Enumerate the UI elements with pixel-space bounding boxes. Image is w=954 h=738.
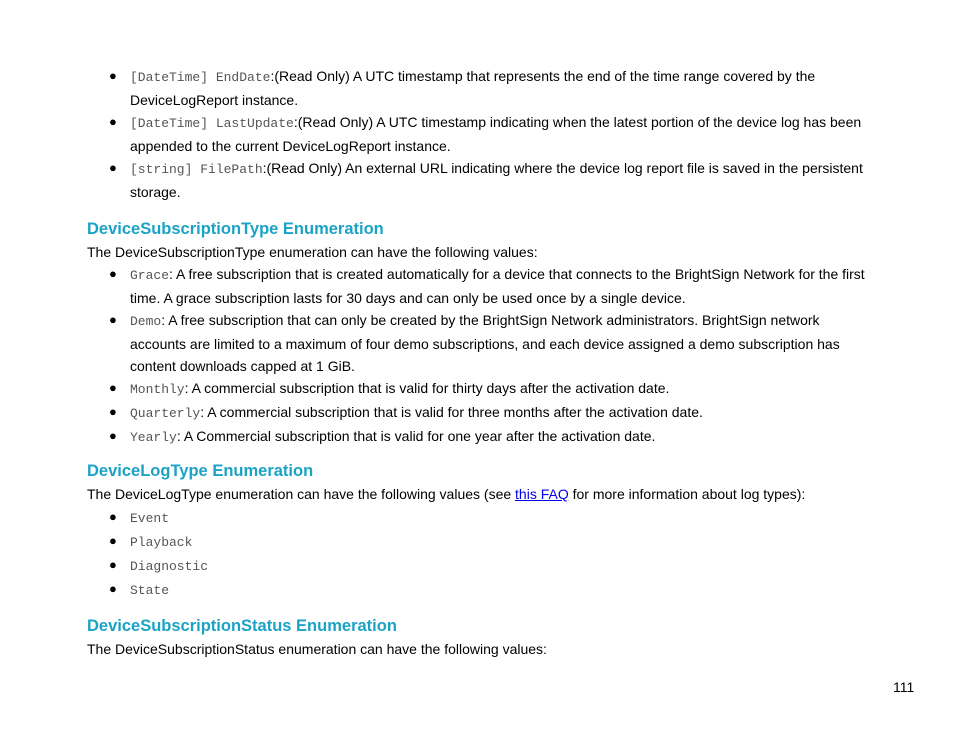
log-type-list [109,506,870,602]
enum-value: Playback [130,535,193,550]
enum-description: : A free subscription that is created automatically for a device that connects to the BrightSign Network for the first time. A grace subscription lasts for 30 days and can only be used once by a single device. [130,266,865,306]
enum-value: Diagnostic [130,559,209,574]
property-code: [DateTime] EndDate [130,70,271,85]
list-item [109,65,870,111]
enum-value: Quarterly [130,406,201,421]
list-item [109,578,870,602]
enum-value: Yearly [130,430,177,445]
list-item [109,506,870,530]
list-item [109,530,870,554]
section-intro [87,485,887,503]
enum-description: : A Commercial subscription that is valid for one year after the activation date. [176,428,656,444]
intro-text-before: The DeviceLogType enumeration can have the following values (see [87,486,516,502]
bullet-icon: ● [109,533,117,548]
list-item [109,309,870,377]
list-item [109,263,870,309]
bullet-icon: ● [109,68,117,83]
page-number: 111 [893,679,915,695]
bullet-icon: ● [109,581,117,596]
enum-value: Monthly [130,382,185,397]
enum-description: : A commercial subscription that is valid for thirty days after the activation date. [184,380,670,396]
list-item [109,377,870,401]
enum-description: : A free subscription that can only be created by the BrightSign Network administrators. BrightSign network accounts are limited to a maximum of four demo subscriptions, and each device assigned a demo subscription has content downloads capped at 1 GiB. [130,312,840,374]
enum-value: Grace [130,268,170,283]
section-intro: The DeviceSubscriptionType enumeration can have the following values: [87,244,538,260]
property-description: :(Read Only) An external URL indicating where the device log report file is saved in the persistent storage. [130,160,863,200]
list-item [109,157,870,203]
bullet-icon: ● [109,266,117,281]
section-heading-subscription-status: DeviceSubscriptionStatus Enumeration [87,617,397,635]
list-item [109,554,870,578]
list-item [109,401,870,425]
list-item [109,111,870,157]
enum-value: State [130,583,170,598]
bullet-icon: ● [109,428,117,443]
bullet-icon: ● [109,404,117,419]
enum-description: : A commercial subscription that is valid for three months after the activation date. [200,404,703,420]
bullet-icon: ● [109,380,117,395]
bullet-icon: ● [109,509,117,524]
property-description: :(Read Only) A UTC timestamp indicating when the latest portion of the device log has been appended to the current DeviceLogReport instance. [130,114,862,154]
section-heading-log-type: DeviceLogType Enumeration [87,462,314,480]
list-item [109,425,870,449]
property-code: [string] FilePath [130,162,263,177]
section-intro: The DeviceSubscriptionStatus enumeration can have the following values: [87,641,547,657]
property-description: :(Read Only) A UTC timestamp that represents the end of the time range covered by the DeviceLogReport instance. [130,68,816,108]
property-list [109,65,870,203]
intro-text-after: for more information about log types): [568,486,806,502]
property-code: [DateTime] LastUpdate [130,116,294,131]
subscription-type-list [109,263,870,449]
section-heading-subscription-type: DeviceSubscriptionType Enumeration [87,220,384,238]
bullet-icon: ● [109,312,117,327]
enum-value: Event [130,511,170,526]
bullet-icon: ● [109,114,117,129]
bullet-icon: ● [109,160,117,175]
faq-link[interactable]: this FAQ [515,486,569,502]
enum-value: Demo [130,314,162,329]
bullet-icon: ● [109,557,117,572]
